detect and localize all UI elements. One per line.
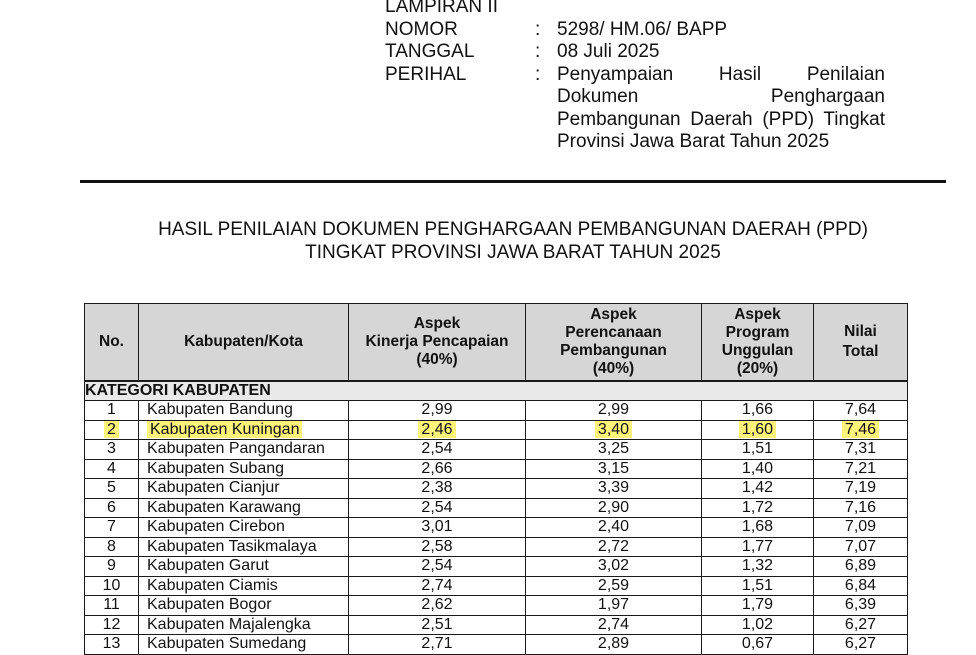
row-program-score: 1,77	[741, 537, 774, 555]
table-row	[85, 479, 908, 499]
row-perencanaan-score-cell	[526, 498, 702, 518]
row-program-score: 1,51	[741, 440, 774, 458]
row-program-score-cell	[702, 635, 814, 655]
row-kabupaten-name: Kabupaten Cirebon	[147, 518, 285, 536]
table-row	[85, 498, 908, 518]
row-nilai-total: 6,39	[844, 596, 877, 614]
row-kabupaten-name-cell	[139, 459, 349, 479]
row-number-cell	[85, 440, 139, 460]
lampiran-label: LAMPIRAN II	[385, 0, 498, 17]
row-kabupaten-name: Kabupaten Kuningan	[147, 421, 302, 438]
row-program-score-cell	[702, 557, 814, 577]
row-kinerja-score-cell	[349, 459, 526, 479]
table-row	[85, 576, 908, 596]
row-number-cell	[85, 537, 139, 557]
table-header-row	[85, 304, 908, 382]
row-program-score: 0,67	[741, 635, 774, 653]
row-kabupaten-name: Kabupaten Sumedang	[147, 635, 307, 653]
row-kinerja-score-cell	[349, 440, 526, 460]
tanggal-label: TANGGAL	[385, 41, 475, 62]
row-nilai-total-cell	[814, 479, 908, 499]
category-row	[85, 381, 908, 401]
row-kabupaten-name: Kabupaten Karawang	[147, 498, 301, 516]
row-kinerja-score: 2,74	[421, 576, 453, 594]
table-row	[85, 635, 908, 655]
row-program-score: 1,51	[741, 576, 774, 594]
row-program-score: 1,32	[741, 557, 774, 575]
row-number: 7	[107, 518, 116, 536]
row-perencanaan-score: 2,99	[597, 401, 630, 419]
row-number: 9	[107, 557, 116, 575]
row-nilai-total: 7,07	[844, 537, 877, 555]
row-program-score: 1,02	[741, 615, 774, 633]
row-perencanaan-score-cell	[526, 596, 702, 616]
perihal-line: Penyampaian Hasil Penilaian	[557, 63, 885, 85]
row-kinerja-score: 2,62	[421, 596, 453, 614]
row-kinerja-score: 3,01	[421, 518, 453, 536]
nomor-label: NOMOR	[385, 18, 458, 40]
row-kabupaten-name-cell	[139, 498, 349, 518]
table-row	[85, 401, 908, 421]
row-kinerja-score-cell	[349, 518, 526, 538]
row-kinerja-score-cell	[349, 557, 526, 577]
row-perencanaan-score-cell	[526, 440, 702, 460]
table-row	[85, 537, 908, 557]
header-program-line: (20%)	[736, 360, 779, 377]
title-line-2: TINGKAT PROVINSI JAWA BARAT TAHUN 2025	[305, 242, 721, 263]
row-kinerja-score-cell	[349, 576, 526, 596]
perihal-separator: :	[535, 63, 541, 85]
row-program-score: 1,72	[741, 498, 774, 516]
row-nilai-total-cell	[814, 498, 908, 518]
header-kabupaten-kota: Kabupaten/Kota	[139, 304, 349, 382]
perihal-label: PERIHAL	[385, 63, 467, 85]
perihal-value	[557, 64, 885, 154]
row-kinerja-score: 2,66	[421, 459, 453, 477]
row-program-score-cell	[702, 576, 814, 596]
row-kinerja-score-cell	[349, 420, 526, 440]
row-nilai-total-cell	[814, 459, 908, 479]
row-kinerja-score: 2,54	[421, 498, 453, 516]
row-nilai-total: 7,19	[844, 479, 877, 497]
row-number-cell	[85, 615, 139, 635]
row-nilai-total-cell	[814, 420, 908, 440]
row-program-score-cell	[702, 420, 814, 440]
row-program-score-cell	[702, 596, 814, 616]
row-perencanaan-score-cell	[526, 401, 702, 421]
header-kinerja-line: Kinerja Pencapaian	[365, 333, 509, 350]
header-perencanaan-line: Aspek	[590, 306, 637, 323]
row-kabupaten-name-cell	[139, 576, 349, 596]
row-kabupaten-name-cell	[139, 479, 349, 499]
row-nilai-total-cell	[814, 635, 908, 655]
row-number-cell	[85, 557, 139, 577]
row-kabupaten-name-cell	[139, 537, 349, 557]
category-label: KATEGORI KABUPATEN	[85, 381, 908, 401]
row-number-cell	[85, 596, 139, 616]
perihal-line: Dokumen Penghargaan	[557, 86, 885, 107]
row-kinerja-score: 2,54	[421, 440, 453, 458]
header-perencanaan-line: Perencanaan	[565, 324, 662, 341]
row-perencanaan-score-cell	[526, 518, 702, 538]
row-perencanaan-score-cell	[526, 537, 702, 557]
row-number: 12	[102, 615, 121, 633]
row-number: 1	[107, 401, 116, 419]
row-kinerja-score: 2,99	[421, 401, 453, 419]
row-nilai-total-cell	[814, 557, 908, 577]
row-number: 11	[103, 596, 120, 614]
header-kinerja-line: Aspek	[413, 315, 461, 332]
row-program-score-cell	[702, 615, 814, 635]
row-kabupaten-name-cell	[139, 635, 349, 655]
table-row	[85, 459, 908, 479]
row-perencanaan-score: 3,25	[597, 440, 630, 458]
row-perencanaan-score-cell	[526, 576, 702, 596]
row-kinerja-score-cell	[349, 479, 526, 499]
row-program-score: 1,66	[741, 401, 774, 419]
row-program-score-cell	[702, 459, 814, 479]
row-nilai-total: 7,16	[844, 498, 877, 516]
row-perencanaan-score-cell	[526, 557, 702, 577]
row-kabupaten-name: Kabupaten Tasikmalaya	[147, 537, 317, 555]
tanggal-separator: :	[535, 41, 541, 62]
row-perencanaan-score: 2,72	[597, 537, 630, 555]
row-perencanaan-score: 2,89	[597, 635, 630, 653]
row-program-score-cell	[702, 518, 814, 538]
row-kabupaten-name: Kabupaten Bogor	[147, 596, 272, 614]
header-kinerja	[349, 304, 526, 382]
row-kabupaten-name-cell	[139, 440, 349, 460]
row-perencanaan-score-cell	[526, 420, 702, 440]
row-kinerja-score-cell	[349, 537, 526, 557]
row-perencanaan-score: 3,02	[597, 557, 630, 575]
row-kabupaten-name-cell	[139, 420, 349, 440]
tanggal-value: 08 Juli 2025	[557, 41, 660, 62]
row-kinerja-score-cell	[349, 615, 526, 635]
header-nilai-total	[814, 304, 908, 382]
row-kabupaten-name-cell	[139, 596, 349, 616]
row-number-cell	[85, 576, 139, 596]
header-program-line: Unggulan	[721, 342, 794, 359]
row-kabupaten-name: Kabupaten Garut	[147, 557, 269, 575]
header-perencanaan-line: Pembangunan	[560, 342, 667, 359]
row-kinerja-score: 2,58	[421, 537, 453, 555]
row-number: 10	[102, 576, 121, 594]
row-perencanaan-score: 2,40	[597, 518, 630, 536]
header-perencanaan	[526, 304, 702, 382]
row-number: 8	[107, 537, 116, 555]
row-kinerja-score: 2,46	[418, 421, 455, 438]
row-kinerja-score: 2,51	[421, 615, 453, 633]
row-kinerja-score: 2,71	[421, 635, 453, 653]
row-nilai-total-cell	[814, 576, 908, 596]
row-kabupaten-name: Kabupaten Pangandaran	[147, 440, 325, 458]
row-program-score: 1,42	[741, 479, 774, 497]
row-nilai-total: 7,09	[844, 518, 877, 536]
row-program-score-cell	[702, 479, 814, 499]
row-kinerja-score-cell	[349, 635, 526, 655]
table-row	[85, 596, 908, 616]
row-perencanaan-score-cell	[526, 635, 702, 655]
row-number: 3	[107, 440, 116, 458]
score-table	[84, 303, 908, 655]
row-program-score: 1,40	[741, 459, 774, 477]
row-nilai-total-cell	[814, 518, 908, 538]
row-perencanaan-score-cell	[526, 479, 702, 499]
row-nilai-total-cell	[814, 401, 908, 421]
tanggal-row	[385, 41, 925, 64]
nomor-value: 5298/ HM.06/ BAPP	[557, 18, 728, 40]
row-kabupaten-name: Kabupaten Ciamis	[147, 576, 278, 594]
table-row-highlighted	[85, 420, 908, 440]
row-number-cell	[85, 518, 139, 538]
row-perencanaan-score: 1,97	[597, 596, 630, 614]
row-nilai-total: 6,27	[844, 635, 877, 653]
row-program-score: 1,79	[741, 596, 774, 614]
row-nilai-total-cell	[814, 615, 908, 635]
row-kinerja-score: 2,38	[421, 479, 453, 497]
row-number-cell	[85, 459, 139, 479]
row-kabupaten-name-cell	[139, 518, 349, 538]
nomor-row	[385, 19, 925, 42]
row-nilai-total: 6,27	[844, 615, 877, 633]
row-kinerja-score-cell	[349, 498, 526, 518]
row-program-score-cell	[702, 401, 814, 421]
table-row	[85, 518, 908, 538]
row-perencanaan-score-cell	[526, 459, 702, 479]
row-nilai-total-cell	[814, 537, 908, 557]
row-number-cell	[85, 401, 139, 421]
table-row	[85, 557, 908, 577]
row-nilai-total-cell	[814, 596, 908, 616]
document-title	[80, 218, 946, 264]
row-program-score: 1,68	[741, 518, 774, 536]
row-kabupaten-name: Kabupaten Subang	[147, 459, 285, 477]
row-nilai-total: 7,31	[844, 440, 877, 458]
nomor-separator: :	[535, 18, 541, 40]
header-program	[702, 304, 814, 382]
row-kabupaten-name-cell	[139, 615, 349, 635]
table-row	[85, 615, 908, 635]
row-nilai-total: 7,46	[842, 421, 879, 438]
row-kabupaten-name-cell	[139, 401, 349, 421]
row-number: 6	[107, 498, 116, 516]
row-kinerja-score-cell	[349, 596, 526, 616]
row-kinerja-score: 2,54	[421, 557, 453, 575]
row-number: 4	[107, 459, 116, 477]
header-nilai-line: Total	[842, 343, 879, 360]
table-row	[85, 440, 908, 460]
header-program-line: Program	[725, 324, 790, 341]
row-nilai-total: 6,84	[844, 576, 877, 594]
header-divider	[80, 180, 946, 183]
header-kinerja-line: (40%)	[416, 351, 458, 368]
row-program-score-cell	[702, 440, 814, 460]
row-kabupaten-name: Kabupaten Majalengka	[147, 615, 311, 633]
row-perencanaan-score: 2,59	[597, 576, 630, 594]
row-perencanaan-score: 3,15	[597, 459, 630, 477]
row-perencanaan-score: 3,40	[595, 421, 632, 438]
title-line-1: HASIL PENILAIAN DOKUMEN PENGHARGAAN PEMBANGUNAN DAERAH (PPD)	[158, 219, 868, 240]
perihal-line: Provinsi Jawa Barat Tahun 2025	[557, 131, 830, 152]
letter-header	[385, 0, 925, 154]
header-program-line: Aspek	[734, 306, 781, 323]
row-nilai-total: 7,64	[844, 401, 877, 419]
row-kinerja-score-cell	[349, 401, 526, 421]
row-perencanaan-score-cell	[526, 615, 702, 635]
row-program-score: 1,60	[739, 421, 776, 438]
perihal-row	[385, 64, 925, 154]
header-no: No.	[85, 304, 139, 382]
row-number-cell	[85, 420, 139, 440]
row-number: 2	[104, 421, 119, 438]
row-number: 5	[107, 479, 116, 497]
header-perencanaan-line: (40%)	[592, 360, 635, 377]
row-perencanaan-score: 2,90	[597, 498, 630, 516]
row-perencanaan-score: 2,74	[597, 615, 630, 633]
row-kabupaten-name: Kabupaten Bandung	[147, 401, 293, 419]
header-nilai-line: Nilai	[844, 323, 877, 340]
row-number-cell	[85, 635, 139, 655]
row-kabupaten-name: Kabupaten Cianjur	[147, 479, 280, 497]
row-nilai-total-cell	[814, 440, 908, 460]
row-kabupaten-name-cell	[139, 557, 349, 577]
row-number-cell	[85, 498, 139, 518]
lampiran-row	[385, 0, 925, 19]
row-perencanaan-score: 3,39	[597, 479, 630, 497]
row-program-score-cell	[702, 537, 814, 557]
row-nilai-total: 7,21	[844, 459, 877, 477]
row-program-score-cell	[702, 498, 814, 518]
perihal-line: Pembangunan Daerah (PPD) Tingkat	[557, 108, 885, 130]
row-nilai-total: 6,89	[844, 557, 877, 575]
row-number-cell	[85, 479, 139, 499]
row-number: 13	[102, 635, 121, 653]
